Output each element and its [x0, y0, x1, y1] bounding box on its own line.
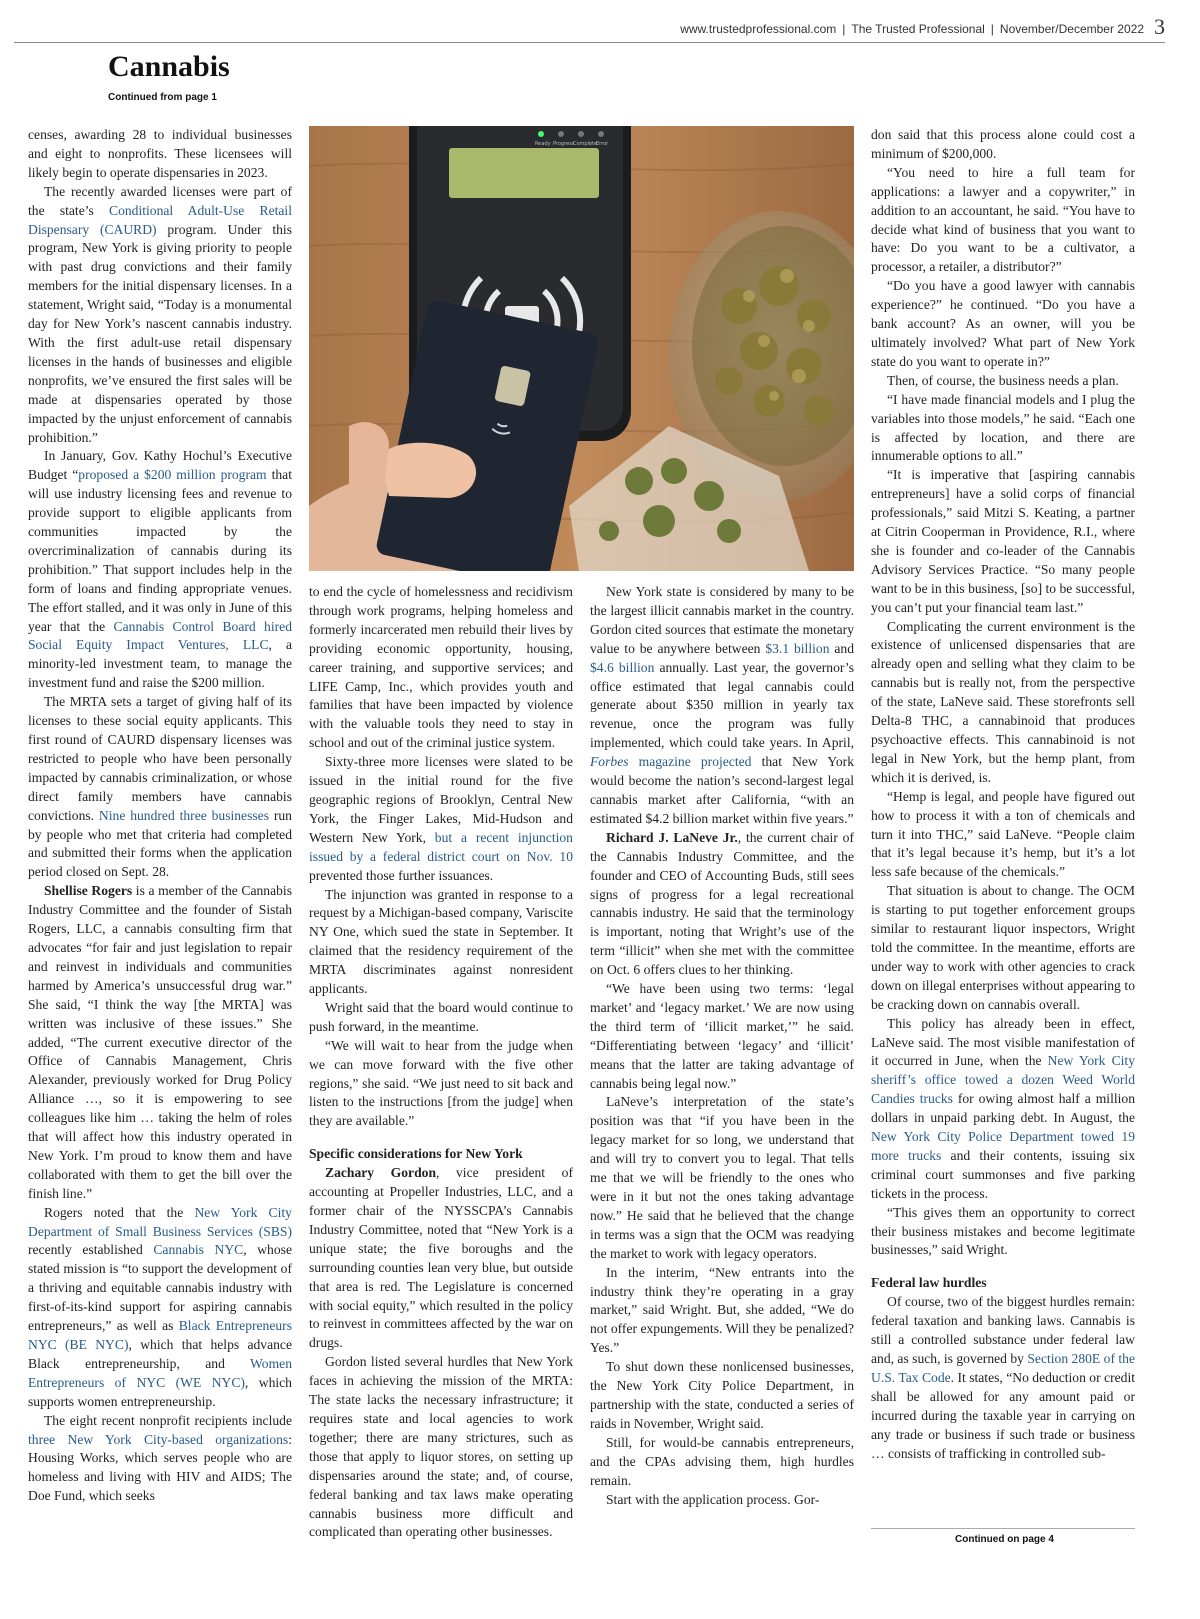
paragraph — [28, 1412, 292, 1507]
text-run: that New York would become the nation’s second-largest legal cannabis market after California, “with an estimated $4.2 billion market within five years.” — [590, 754, 854, 826]
text-run: In January, Gov. Kathy Hochul’s Executive Budget “ — [28, 448, 292, 483]
issue-date: November/December 2022 — [999, 22, 1144, 36]
paragraph — [590, 583, 854, 829]
paragraph — [871, 882, 1135, 1014]
paragraph — [28, 447, 292, 693]
nyc-sbs-link[interactable]: New York City Department of Small Business Services (SBS) — [28, 1204, 292, 1239]
text-run: annually. Last year, the governor’s office estimated that legal cannabis could generate about $350 million in yearly tax revenue, once the program was fully implemented, which could take years. In April, — [590, 659, 855, 751]
paragraph — [590, 1358, 854, 1434]
text-run: Then, of course, the business needs a plan. — [887, 372, 1119, 388]
person-name: Shellise Rogers — [44, 883, 133, 899]
nypd-tow-link[interactable]: New York City Police Department towed 19 more trucks — [871, 1129, 1135, 1163]
paragraph — [28, 126, 292, 183]
paragraph — [28, 882, 292, 1203]
text-run: “I have made financial models and I plug the variables into those models,” he said. “Each one is affected by location, and there are innumerable options to all.” — [871, 391, 1135, 464]
paragraph — [28, 183, 292, 448]
text-run: to end the cycle of homelessness and recidivism through work programs, helping homeless and formerly incarcerated men rebuild their lives by providing economic opportunity, housing, career training, and supportive services; and LIFE Camp, Inc., which provides youth and families that have been impacted by violence with the valuable tools they need to stay in school and out of the criminal justice system. — [309, 584, 573, 751]
nine-hundred-businesses-link[interactable]: Nine hundred three businesses — [98, 807, 269, 823]
paragraph — [309, 1164, 573, 1353]
paragraph — [28, 693, 292, 882]
paragraph — [309, 1353, 573, 1542]
text-run: , a minority-led investment team, to manage the investment fund and raise the $200 million. — [28, 637, 292, 691]
text-run: recently established — [28, 1242, 154, 1258]
text-run: “We will wait to hear from the judge when we can move forward with the five other regions,” she said. “We just need to sit back and listen to the instructions [from the judge] when they are available.” — [309, 1037, 573, 1129]
paragraph — [309, 999, 573, 1037]
paragraph — [871, 391, 1135, 467]
paragraph — [871, 466, 1135, 617]
text-run: LaNeve’s interpretation of the state’s position was that “if you have been in the legacy market for so long, we understand that and will try to convert you to legal. That tells me that we will be friendly to the ones who were in it but not the ones taking advantage now.” He said that he believed that the change in terms was a sign that the OCM was readying the market to work with legacy operators. — [590, 1094, 854, 1261]
text-run: censes, awarding 28 to individual businesses and eight to nonprofits. These licensees will likely begin to operate dispensaries in 2023. — [28, 127, 292, 180]
budget-proposal-link[interactable]: proposed a $200 million program — [78, 467, 267, 483]
section-title: Cannabis — [108, 50, 230, 83]
injunction-link[interactable]: but a recent injunction issued by a federal district court on Nov. 10 — [309, 829, 573, 864]
text-run: The recently awarded licenses were part of the state’s — [28, 183, 292, 218]
text-run: Wright said that the board would continue to push forward, in the meantime. — [309, 999, 573, 1034]
article-column-2 — [309, 583, 573, 1542]
paragraph — [309, 583, 573, 753]
text-run: “Hemp is legal, and people have figured out how to process it with a ton of chemicals and turn it into THC,” said LaNeve. “People claim that it’s legal because it’s hemp, but it’s a lot less safe because of the chemicals.” — [871, 788, 1135, 880]
paragraph — [590, 1434, 854, 1491]
subheading: Federal law hurdles — [871, 1275, 987, 1291]
light-label: Progress — [553, 141, 575, 147]
paragraph — [590, 1264, 854, 1359]
text-run: , vice president of accounting at Propeller Industries, LLC, and a former chair of the NYSSCPA’s Cannabis Industry Committee, noted that “New York is a unique state; the five boroughs and the surrounding counties lean very blue, but outside that area is red. The Legislature is concerned with social equity,” which resulted in the policy to reinvest in committees affected by the war on drugs. — [309, 1165, 573, 1351]
text-run: Start with the application process. Gor- — [606, 1491, 820, 1507]
text-run: program. Under this program, New York is giving priority to people with past drug convictions and their family members for the initial dispensary licenses. In a statement, Wright said, “Today is a monumental day for New York’s nascent cannabis industry. With the first adult-use retail dispensary licenses in the hands of businesses and eligible nonprofits, we’ve ensured the first sales will be made at dispensaries operated by those impacted by the unjust enforcement of cannabis prohibition.” — [28, 221, 292, 445]
person-name: Zachary Gordon — [325, 1165, 437, 1181]
paragraph — [590, 829, 854, 980]
paragraph — [871, 164, 1135, 277]
site-url[interactable]: www.trustedprofessional.com — [680, 22, 837, 36]
continued-from-label: Continued from page 1 — [108, 92, 217, 103]
paragraph — [871, 1204, 1135, 1261]
paragraph — [871, 788, 1135, 883]
cannabis-nyc-link[interactable]: Cannabis NYC — [153, 1242, 244, 1258]
person-name: Richard J. LaNeve Jr. — [606, 829, 738, 845]
we-nyc-link[interactable]: Women Entrepreneurs of NYC (WE NYC) — [28, 1355, 292, 1390]
paragraph — [871, 126, 1135, 164]
text-run: “We have been using two terms: ‘legal market’ and ‘legacy market.’ We are now using the third term of ‘illicit market,’” he said. “Differentiating between ‘legacy’ and ‘illicit’ means that the latter are taking advantage of cannabis being legal now.” — [590, 981, 854, 1091]
paragraph — [590, 1491, 854, 1510]
nonprofit-organizations-link[interactable]: three New York City-based organizations — [28, 1431, 289, 1447]
header-separator: | — [842, 22, 846, 36]
continued-rule — [871, 1528, 1135, 1529]
text-run: This policy has already been in effect, LaNeve said. The most visible manifestation of it occurred in June, when the — [871, 1015, 1135, 1069]
text-run: “This gives them an opportunity to correct their business mistakes and become legitimate businesses,” said Wright. — [871, 1204, 1135, 1258]
text-run: The eight recent nonprofit recipients include — [44, 1412, 292, 1428]
text-run: Still, for would-be cannabis entrepreneurs, and the CPAs advising them, high hurdles remain. — [590, 1434, 854, 1488]
paragraph — [871, 1293, 1135, 1463]
text-run: , whose stated mission is “to support the development of a thriving and equitable cannabis industry with first-of-its-kind support for aspiring cannabis entrepreneurs,” as well as — [28, 1242, 292, 1334]
text-run: and their contents, issuing six criminal court summonses and five parking tickets in the process. — [871, 1147, 1135, 1201]
paragraph — [309, 753, 573, 885]
text-run: : Housing Works, which serves people who are homeless and living with HIV and AIDS; The Doe Fund, which seeks — [28, 1431, 292, 1504]
paragraph — [871, 372, 1135, 391]
text-run: New York state is considered by many to be the largest illicit cannabis market in the country. Gordon cited sources that estimate the monetary value to be anywhere between — [590, 584, 854, 656]
light-label: Error — [596, 141, 609, 147]
paragraph — [871, 618, 1135, 788]
page-header — [0, 14, 1165, 44]
be-nyc-link[interactable]: Black Entrepreneurs NYC (BE NYC) — [28, 1318, 292, 1352]
text-run: That situation is about to change. The OCM is starting to put together enforcement groups similar to restaurant liquor inspectors, Wright told the committee. In the meantime, efforts are under way to work with other agencies to crack down on illegal enterprises without appearing to be cracking down on cannabis overall. — [871, 883, 1135, 1012]
sheriff-tow-link[interactable]: New York City sheriff’s office towed a dozen Weed World Candies trucks — [871, 1053, 1135, 1107]
text-run: and — [829, 640, 854, 656]
market-estimate-link[interactable]: $4.6 billion — [590, 659, 655, 675]
card-payment-photo — [309, 126, 854, 571]
text-run: To shut down these nonlicensed businesses, the New York City Police Department, in partnership with the state, conducted a series of raids in November, Wright said. — [590, 1359, 854, 1431]
subheading: Specific considerations for New York — [309, 1146, 523, 1162]
section-280e-link[interactable]: Section 280E of the U.S. Tax Code — [871, 1351, 1135, 1385]
forbes-link[interactable]: Forbes — [590, 754, 629, 770]
paragraph — [871, 277, 1135, 372]
paragraph — [590, 1093, 854, 1263]
text-run: , the current chair of the Cannabis Industry Committee, and the founder and CEO of Accounting Buds, still sees signs of progress for a legal recreational cannabis industry. He said that the terminology is important, noting that Wright’s use of the term “illicit” when she met with the committee on Oct. 6 offers clues to her thinking. — [590, 829, 854, 978]
text-run: prevented those further issuances. — [309, 867, 494, 883]
article-photo — [309, 126, 854, 571]
text-run: for owing almost half a million dollars in unpaid parking debt. In August, the — [871, 1091, 1135, 1126]
market-estimate-link[interactable]: $3.1 billion — [765, 640, 830, 656]
text-run: . It states, “No deduction or credit shall be allowed for any amount paid or incurred during the taxable year in carrying on any trade or business if such trade or business … consists of trafficking in controlled sub- — [871, 1369, 1135, 1461]
caurd-link[interactable]: Conditional Adult-Use Retail Dispensary (CAURD) — [28, 202, 292, 237]
article-column-3 — [590, 583, 854, 1509]
light-label: Complete — [573, 141, 598, 147]
text-run: The MRTA sets a target of giving half of its licenses to these social equity applicants. This first round of CAURD dispensary licenses was restricted to people who have been personally impacted by cannabis criminalization, or whose direct family members have cannabis convictions. — [28, 694, 292, 823]
paragraph — [28, 1204, 292, 1412]
text-run: run by people who met that criteria had completed and submitted their forms when the application period closed on Sept. 28. — [28, 807, 292, 880]
text-run: Rogers noted that the — [44, 1204, 195, 1220]
social-equity-ventures-link[interactable]: Cannabis Control Board hired Social Equity Impact Ventures, LLC — [28, 618, 292, 653]
text-run: “It is imperative that [aspiring cannabis entrepreneurs] have a solid corps of financial professionals,” said Mitzi S. Keating, a partner at Citrin Cooperman in Providence, R.I., where she is founder and co-leader of the Cannabis Advisory Services Practice. “So many people want to be in this business, [so] to be successful, you can’t put your financial team last.” — [871, 467, 1135, 615]
text-run: The injunction was granted in response to a request by a Michigan-based company, Variscite NY One, which sued the state in September. It claimed that the residency requirement of the MRTA discriminates against nonresident applicants. — [309, 886, 573, 997]
text-run: Gordon listed several hurdles that New York faces in achieving the mission of the MRTA: The state lacks the necessary infrastructure; it requires state and local agencies to work together; there are many strictures, such as those that apply to liquor stores, on setting up dispensaries around the state; and, of course, federal banking and tax laws make operating cannabis business more difficult and complicated than operating other businesses. — [309, 1354, 573, 1540]
paragraph — [590, 980, 854, 1093]
text-run: , which supports women entrepreneurship. — [28, 1374, 292, 1409]
text-run: “You need to hire a full team for applications: a lawyer and a copywriter,” in addition to an accountant, he said. “You have to decide what kind of business that you want to have: Do you want to be a cultivator, a processor, a retailer, a distributor?” — [871, 164, 1135, 275]
header-rule — [14, 42, 1165, 43]
paragraph — [309, 886, 573, 999]
text-run: is a member of the Cannabis Industry Committee and the founder of Sistah Rogers, LLC, a cannabis consulting firm that advocates “for fair and just legislation to repair and reinvest in individuals and communities harmed by America’s unsuccessful drug war.” She said, “I think the way [the MRTA] was written was inclusive of these issues.” She added, “The current executive director of the Office of Cannabis Management, Chris Alexander, previously worked for Drug Policy Alliance …, so it is empowering to see colleagues like him … taking the helm of roles that will affect how this industry operated in New York. I’m proud to know them and have collaborated with them to get the bill over the finish line.” — [28, 883, 292, 1201]
paragraph — [871, 1015, 1135, 1204]
text-run: that will use industry licensing fees and revenue to provide support to eligible applicants from communities impacted by the overcriminalization of cannabis during its prohibition.” That support includes help in the form of loans and finding appropriate venues. The effort stalled, and it was only in June of this year that the — [28, 467, 292, 634]
header-separator: | — [990, 22, 994, 36]
paragraph — [309, 1037, 573, 1132]
text-run: Of course, two of the biggest hurdles remain: federal taxation and banking laws. Cannabis is still a controlled substance under federal law and, as such, is governed by — [871, 1294, 1135, 1366]
text-run: , which that helps advance Black entrepreneurship, and — [28, 1337, 292, 1371]
text-run: Sixty-three more licenses were slated to be issued in the initial round for the five geographic regions of Brooklyn, Central New York, the Finger Lakes, Mid-Hudson and Western New York, — [309, 754, 573, 845]
text-run: Complicating the current environment is the existence of unlicensed dispensaries that are already open and selling what they claim to be cannabis but is really not, from the perspective of the state, LaNeve said. These storefronts sell Delta-8 THC, a cannabinoid that produces psychoactive effects. This cannabinoid is not legal in New York, but the hemp plant, from which it is derived, is. — [871, 618, 1135, 785]
article-column-1 — [28, 126, 292, 1506]
terminal-display — [449, 148, 599, 198]
article-column-4 — [871, 126, 1135, 1463]
text-run: In the interim, “New entrants into the industry think they’re operating in a gray market,” said Wright. But, she added, “We do not offer expungements. Will they be penalized? Yes.” — [590, 1264, 854, 1356]
text-run: “Do you have a good lawyer with cannabis experience?” he continued. “Do you have a bank account? As an owner, will you be ultimately involved? What part of New York state do you want to operate in?” — [871, 278, 1135, 369]
status-light-icon — [538, 131, 544, 137]
light-label: Ready — [535, 141, 551, 147]
text-run: don said that this process alone could cost a minimum of $200,000. — [871, 127, 1135, 161]
page-number: 3 — [1154, 14, 1165, 39]
forbes-projection-link[interactable]: magazine projected — [628, 754, 752, 770]
continued-on-label: Continued on page 4 — [955, 1534, 1054, 1545]
publication-name: The Trusted Professional — [851, 22, 985, 36]
